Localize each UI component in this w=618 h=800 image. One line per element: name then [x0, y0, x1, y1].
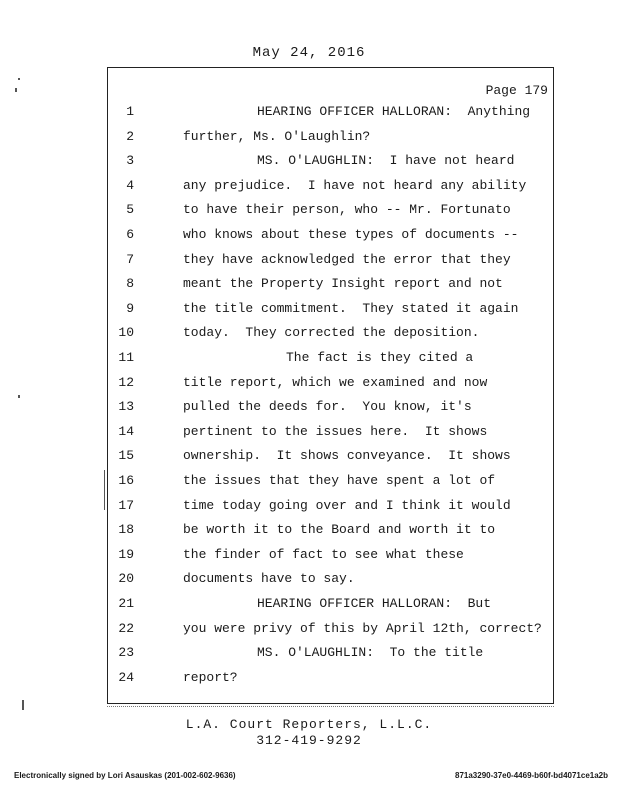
- document-hash: 871a3290-37e0-4469-b60f-bd4071ce1a2b: [455, 771, 608, 780]
- line-text: any prejudice. I have not heard any ability: [183, 177, 527, 193]
- line-text: further, Ms. O'Laughlin?: [183, 128, 371, 144]
- line-number: 18: [118, 522, 134, 538]
- line-text: documents have to say.: [183, 571, 355, 587]
- line-number: 3: [126, 153, 134, 169]
- line-text: today. They corrected the deposition.: [183, 325, 480, 341]
- line-text: the issues that they have spent a lot of: [183, 473, 496, 488]
- line-number: 2: [126, 128, 134, 144]
- page-number: Page 179: [485, 83, 548, 98]
- transcript-line: [0, 522, 618, 544]
- transcript-line: [0, 252, 618, 274]
- transcript-line: [0, 375, 618, 397]
- scan-speck: [104, 470, 105, 510]
- line-text: The fact is they cited a: [286, 350, 474, 365]
- line-text: report?: [183, 669, 238, 685]
- line-text: meant the Property Insight report and not: [183, 276, 503, 292]
- line-number: 23: [118, 645, 134, 661]
- line-number: 1: [126, 104, 134, 119]
- transcript-date: May 24, 2016: [252, 45, 366, 61]
- transcript-line: [0, 596, 618, 618]
- line-number: 17: [118, 497, 134, 513]
- scan-speck: [18, 78, 20, 80]
- line-text: MS. O'LAUGHLIN: To the title: [257, 645, 484, 661]
- line-number: 4: [126, 177, 134, 193]
- line-text: MS. O'LAUGHLIN: I have not heard: [257, 153, 515, 169]
- line-number: 19: [118, 546, 134, 562]
- transcript-line: [0, 424, 618, 446]
- transcript-line: [0, 399, 618, 421]
- scan-speck: [18, 395, 20, 398]
- transcript-line: [0, 670, 618, 692]
- line-number: 14: [118, 423, 134, 439]
- transcript-line: [0, 645, 618, 667]
- transcript-line: [0, 621, 618, 643]
- line-text: they have acknowledged the error that they: [183, 251, 511, 267]
- line-text: pulled the deeds for. You know, it's: [183, 399, 472, 415]
- line-number: 12: [118, 374, 134, 390]
- line-text: title report, which we examined and now: [183, 374, 488, 390]
- line-text: HEARING OFFICER HALLORAN: But: [257, 596, 492, 611]
- line-number: 8: [126, 276, 134, 292]
- line-text: be worth it to the Board and worth it to: [183, 522, 496, 538]
- line-number: 11: [118, 350, 134, 365]
- scan-speck: [22, 700, 24, 710]
- transcript-line: [0, 547, 618, 569]
- line-text: you were privy of this by April 12th, correct?: [183, 620, 542, 636]
- electronic-signature: Electronically signed by Lori Asauskas (201-002-602-9636): [14, 771, 236, 780]
- line-number: 6: [126, 227, 134, 242]
- line-number: 5: [126, 202, 134, 218]
- line-number: 10: [118, 325, 134, 341]
- transcript-line: [0, 498, 618, 520]
- transcript-line: [0, 571, 618, 593]
- transcript-line: [0, 276, 618, 298]
- line-text: to have their person, who -- Mr. Fortunato: [183, 202, 511, 218]
- transcript-line: [0, 448, 618, 470]
- reporter-phone: 312-419-9292: [256, 733, 362, 748]
- transcript-line: [0, 473, 618, 495]
- reporter-company: L.A. Court Reporters, L.L.C.: [185, 717, 433, 732]
- transcript-line: [0, 350, 618, 372]
- line-number: 24: [118, 669, 134, 685]
- line-number: 16: [118, 473, 134, 488]
- transcript-line: [0, 178, 618, 200]
- transcript-line: [0, 325, 618, 347]
- transcript-line: [0, 153, 618, 175]
- transcript-line: [0, 227, 618, 249]
- line-text: the title commitment. They stated it again: [183, 300, 519, 316]
- line-text: who knows about these types of documents --: [183, 227, 519, 242]
- transcript-line: [0, 301, 618, 323]
- line-number: 13: [118, 399, 134, 415]
- line-text: time today going over and I think it would: [183, 497, 511, 513]
- line-text: the finder of fact to see what these: [183, 546, 464, 562]
- line-text: pertinent to the issues here. It shows: [183, 423, 488, 439]
- line-number: 20: [118, 571, 134, 587]
- transcript-line: [0, 129, 618, 151]
- line-number: 7: [126, 251, 134, 267]
- scan-speck: [15, 88, 17, 92]
- line-number: 22: [118, 620, 134, 636]
- line-number: 21: [118, 596, 134, 611]
- transcript-line: [0, 202, 618, 224]
- page-border-shadow: [107, 706, 554, 707]
- transcript-line: [0, 104, 618, 126]
- line-text: HEARING OFFICER HALLORAN: Anything: [257, 104, 531, 119]
- line-number: 15: [118, 448, 134, 464]
- line-text: ownership. It shows conveyance. It shows: [183, 448, 511, 464]
- line-number: 9: [126, 300, 134, 316]
